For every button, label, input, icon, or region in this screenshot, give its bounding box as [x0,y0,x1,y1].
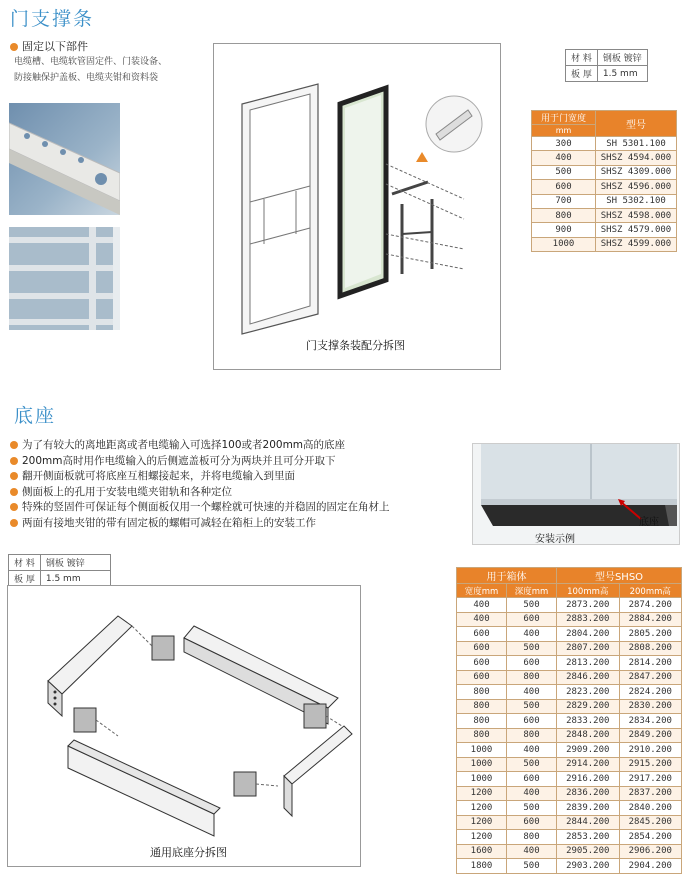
cell-200mm: 2904.200 [619,859,682,874]
cell-model: SH 5301.100 [596,137,677,151]
cell-depth: 800 [507,670,557,685]
cell-door-width: 400 [532,151,596,165]
cell-door-width: 800 [532,208,596,222]
material-row [9,555,111,571]
cell-width: 1200 [457,830,507,845]
fix-list [14,54,167,86]
cell-200mm: 2847.200 [619,670,682,685]
list-item-text: 为了有较大的离地距离或者电缆输入可选择100或者200mm高的底座 [22,439,346,451]
thickness-value: 1.5 mm [597,66,647,82]
table-row [532,165,677,179]
base-assembly-diagram [7,585,361,867]
cell-depth: 500 [507,757,557,772]
table-row [532,223,677,237]
table-row [532,151,677,165]
cell-100mm: 2848.200 [557,728,620,743]
cell-200mm: 2834.200 [619,714,682,729]
table-row [457,699,682,714]
cell-100mm: 2846.200 [557,670,620,685]
list-item [10,438,390,454]
cell-depth: 500 [507,641,557,656]
cell-depth: 400 [507,786,557,801]
cell-door-width: 600 [532,180,596,194]
material-table-2 [8,554,111,587]
col-model: 型号 [596,111,677,137]
base-feature-list [10,438,390,531]
cell-depth: 400 [507,685,557,700]
cell-door-width: 500 [532,165,596,179]
cell-width: 1000 [457,757,507,772]
table-row [457,844,682,859]
table-row [457,598,682,613]
cell-100mm: 2813.200 [557,656,620,671]
door-strip-icon [9,103,120,215]
cell-100mm: 2844.200 [557,815,620,830]
cell-200mm: 2910.200 [619,743,682,758]
material-row [566,50,648,66]
list-item-text: 两面有接地夹钳的带有固定板的螺帽可减轻在箱柜上的安装工作 [22,516,316,529]
cell-model: SHSZ 4598.000 [596,208,677,222]
base-diagram-caption: 通用底座分拆图 [146,844,231,860]
cell-width: 1200 [457,815,507,830]
group-cabinet: 用于箱体 [457,568,557,584]
table-row [532,237,677,251]
table-row [457,757,682,772]
cell-200mm: 2840.200 [619,801,682,816]
cell-width: 1600 [457,844,507,859]
col-door-width: 用于门宽度 [532,111,596,125]
material-value: 钢板 镀锌 [597,50,647,66]
cell-width: 400 [457,612,507,627]
door-assembly-diagram [213,43,501,370]
base-exploded-drawing [8,586,360,846]
fix-line: 电缆槽、电缆软管固定件、门装设备、 [14,57,168,67]
cell-depth: 500 [507,699,557,714]
list-item [10,516,390,532]
cell-100mm: 2883.200 [557,612,620,627]
section1-title: 门支撑条 [10,8,95,30]
fix-heading-text: 固定以下部件 [22,40,88,53]
list-item-text: 特殊的竖固件可保证每个侧面板仅用一个螺栓就可快速的并稳固的固定在角材上 [22,501,390,513]
base-install-photo [472,443,680,545]
bullet-dot-icon [10,43,18,51]
cell-door-width: 300 [532,137,596,151]
list-item [10,485,390,501]
door-diagram-caption: 门支撑条装配分拆图 [302,337,409,353]
cell-depth: 400 [507,844,557,859]
door-grid-icon [9,227,120,330]
cell-100mm: 2829.200 [557,699,620,714]
col-width: 宽度mm [457,584,507,598]
cell-200mm: 2808.200 [619,641,682,656]
fix-heading [10,38,88,54]
cell-200mm: 2830.200 [619,699,682,714]
door-strip-photo [9,103,120,215]
table-row [457,830,682,845]
cell-100mm: 2823.200 [557,685,620,700]
col-100mm: 100mm高 [557,584,620,598]
cell-200mm: 2874.200 [619,598,682,613]
cell-width: 800 [457,685,507,700]
group-model: 型号SHSO [557,568,682,584]
table-row [532,180,677,194]
cell-width: 1000 [457,743,507,758]
table-row [457,685,682,700]
cell-100mm: 2905.200 [557,844,620,859]
cell-200mm: 2849.200 [619,728,682,743]
table-row [457,728,682,743]
cell-200mm: 2845.200 [619,815,682,830]
cell-100mm: 2853.200 [557,830,620,845]
cell-width: 600 [457,670,507,685]
cell-100mm: 2836.200 [557,786,620,801]
table-row [457,815,682,830]
table-row [457,859,682,874]
thickness-label: 板 厚 [9,571,41,587]
cell-depth: 600 [507,656,557,671]
cell-200mm: 2814.200 [619,656,682,671]
section2-title: 底座 [14,405,57,427]
bullet-dot-icon [10,457,18,465]
col-200mm: 200mm高 [619,584,682,598]
cell-depth: 400 [507,627,557,642]
cell-width: 800 [457,714,507,729]
table-row [457,772,682,787]
table-row [457,627,682,642]
cell-width: 800 [457,699,507,714]
cell-door-width: 700 [532,194,596,208]
bullet-dot-icon [10,503,18,511]
cell-width: 1000 [457,772,507,787]
table-row [457,612,682,627]
cell-depth: 600 [507,772,557,787]
table-row [457,656,682,671]
door-exploded-drawing [214,44,500,344]
cell-depth: 600 [507,714,557,729]
cell-depth: 600 [507,815,557,830]
table-row [457,714,682,729]
cell-depth: 500 [507,801,557,816]
cell-door-width: 900 [532,223,596,237]
cell-200mm: 2824.200 [619,685,682,700]
door-assembly-photo [9,227,120,330]
table-row [457,641,682,656]
thickness-value: 1.5 mm [40,571,110,587]
cell-200mm: 2915.200 [619,757,682,772]
table-row [532,137,677,151]
material-label: 材 料 [566,50,598,66]
cell-200mm: 2906.200 [619,844,682,859]
table-row [457,743,682,758]
list-item-text: 侧面板上的孔用于安装电缆夹钳轨和各种定位 [22,485,232,498]
list-item [10,454,390,470]
bullet-dot-icon [10,519,18,527]
cell-depth: 800 [507,830,557,845]
cell-100mm: 2839.200 [557,801,620,816]
cell-200mm: 2854.200 [619,830,682,845]
cell-door-width: 1000 [532,237,596,251]
cell-width: 800 [457,728,507,743]
cell-width: 400 [457,598,507,613]
base-table [456,567,682,874]
fix-line: 防接触保护盖板、电缆夹钳和资料袋 [14,73,159,83]
cell-100mm: 2833.200 [557,714,620,729]
cell-model: SHSZ 4596.000 [596,180,677,194]
cell-depth: 500 [507,598,557,613]
material-label: 材 料 [9,555,41,571]
bullet-dot-icon [10,472,18,480]
cell-depth: 600 [507,612,557,627]
list-item [10,500,390,516]
cell-model: SH 5302.100 [596,194,677,208]
cell-100mm: 2916.200 [557,772,620,787]
cell-100mm: 2804.200 [557,627,620,642]
list-item-text: 翻开侧面板就可将底座互相螺接起来，并将电缆输入到里面 [22,470,295,482]
cell-200mm: 2837.200 [619,786,682,801]
cell-model: SHSZ 4594.000 [596,151,677,165]
material-table-1 [565,49,648,82]
list-item [10,469,390,485]
col-depth: 深度mm [507,584,557,598]
cell-width: 1800 [457,859,507,874]
cell-100mm: 2903.200 [557,859,620,874]
table-row [532,194,677,208]
table-row [457,801,682,816]
cell-depth: 500 [507,859,557,874]
cell-200mm: 2884.200 [619,612,682,627]
cell-width: 1200 [457,786,507,801]
bullet-dot-icon [10,488,18,496]
cell-width: 1200 [457,801,507,816]
cabinet-base-icon [473,444,679,544]
col-unit: mm [532,125,596,137]
base-photo-caption: 安装示例 [535,534,575,545]
list-item-text: 200mm高时用作电缆输入的后侧遮盖板可分为两块并且可分开取下 [22,454,336,467]
cell-100mm: 2909.200 [557,743,620,758]
material-value: 钢板 镀锌 [40,555,110,571]
base-photo-label: 底座 [639,517,659,528]
table-row [532,208,677,222]
cell-200mm: 2805.200 [619,627,682,642]
cell-200mm: 2917.200 [619,772,682,787]
table-row [457,786,682,801]
cell-depth: 400 [507,743,557,758]
thickness-row [566,66,648,82]
table-row [457,670,682,685]
cell-model: SHSZ 4309.000 [596,165,677,179]
cell-100mm: 2914.200 [557,757,620,772]
cell-100mm: 2807.200 [557,641,620,656]
cell-depth: 800 [507,728,557,743]
door-strip-table [531,110,677,252]
bullet-dot-icon [10,441,18,449]
cell-100mm: 2873.200 [557,598,620,613]
cell-model: SHSZ 4579.000 [596,223,677,237]
cell-width: 600 [457,656,507,671]
cell-model: SHSZ 4599.000 [596,237,677,251]
thickness-label: 板 厚 [566,66,598,82]
cell-width: 600 [457,627,507,642]
cell-width: 600 [457,641,507,656]
